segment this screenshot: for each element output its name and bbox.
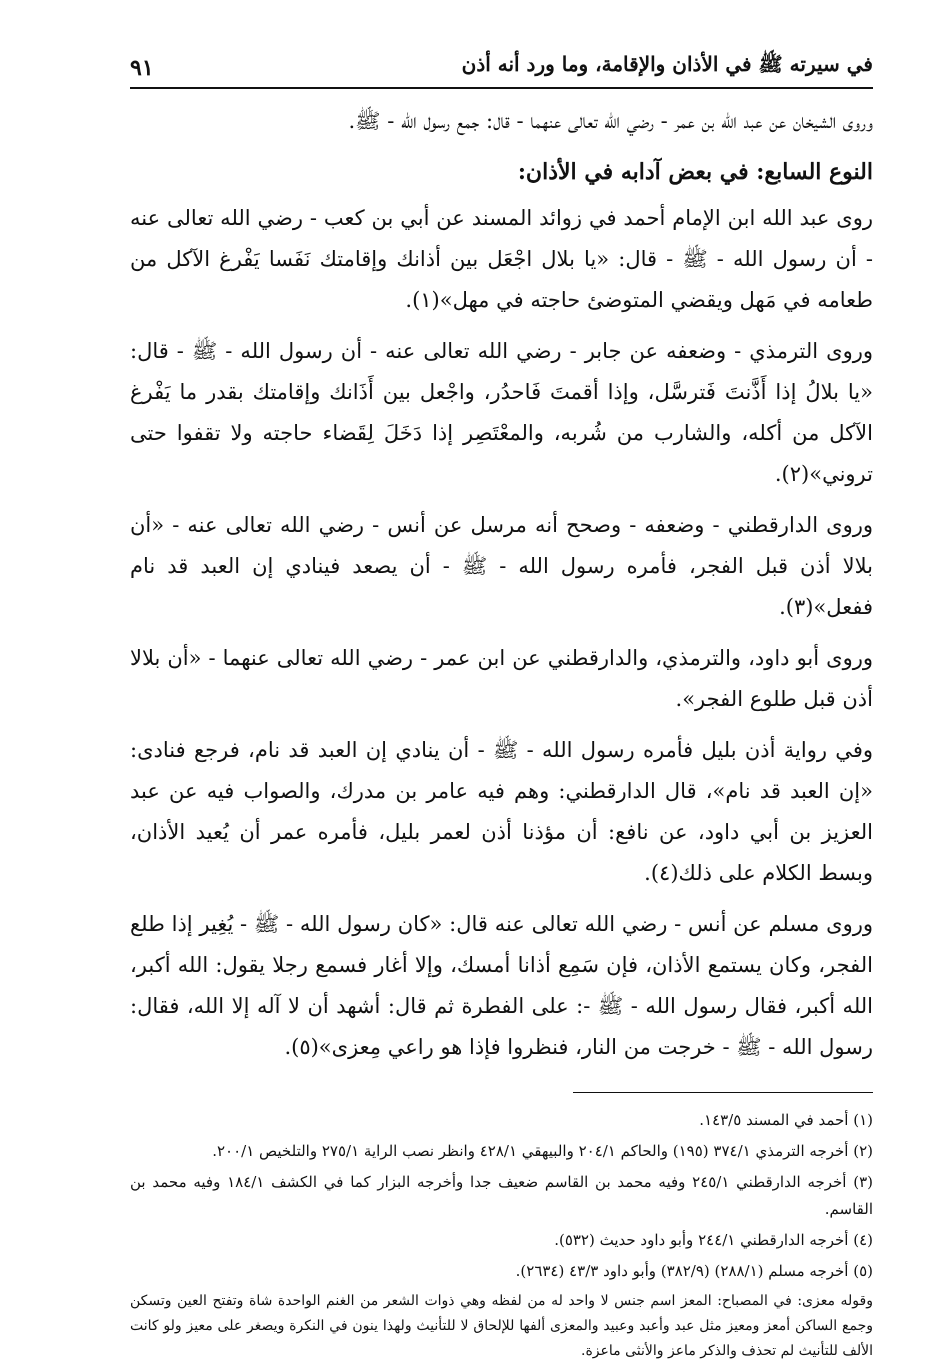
footnote-2: (٢) أخرجه الترمذي ٣٧٤/١ (١٩٥) والحاكم ٢٠٤/١ والبيهقي ٤٢٨/١ وانظر نصب الراية ٢٧٥/١ والتلخيص ٢٠٠/١. <box>212 1142 873 1160</box>
footnote-4: (٤) أخرجه الدارقطني ٢٤٤/١ وأبو داود حديث (٥٣٢). <box>554 1231 873 1249</box>
section-heading: النوع السابع: في بعض آدابه في الأذان: <box>517 159 873 185</box>
paragraph-7: وروى مسلم عن أنس - رضي الله تعالى عنه قال: «كان رسول الله - ﷺ - يُغِير إذا طلع الفجر، وكان يستمع الأذان، فإن سَمِع أذانا أمسك، وإلا أغار فسمع رجلا يقول: الله أكبر، الله أكبر، فقال رسول الله - ﷺ -: على الفطرة ثم قال: أشهد أن لا آله إلا الله، فقال: رسول الله - ﷺ - خرجت من النار، فنظروا فإذا هو راعي مِعزى»(٥). <box>130 912 873 1059</box>
page-number: ٩١ <box>130 55 154 81</box>
header-title: في سيرته ﷺ في الأذان والإقامة، وما ورد أنه أذن <box>461 52 873 76</box>
main-text <box>130 101 873 1068</box>
paragraph-2: روى عبد الله ابن الإمام أحمد في زوائد المسند عن أبي بن كعب - رضي الله تعالى عنه - أن رسول الله - ﷺ - قال: «يا بلال اجْعَل بين أذانك وإقامتك نَفَسا يَفْرغ الآكل من طعامه في مَهل ويقضي المتوضئ حاجته في مهل»(١). <box>130 206 873 312</box>
footnote-5: (٥) أخرجه مسلم (٢٨٨/١) (٣٨٢/٩) وأبو داود ٤٣/٣ (٢٦٣٤). <box>515 1262 873 1280</box>
paragraph-4: وروى الدارقطني - وضعفه - وصحح أنه مرسل عن أنس - رضي الله تعالى عنه - «أن بلالا أذن قبل الفجر، فأمره رسول الله - ﷺ - أن يصعد فينادي إن العبد قد نام ففعل»(٣). <box>130 513 873 619</box>
paragraph-1: وروى الشيخان عن عبد الله بن عمر - رضي الله تعالى عنهما - قال: جمع رسول الله - ﷺ. <box>348 109 873 133</box>
paragraph-3: وروى الترمذي - وضعفه عن جابر - رضي الله تعالى عنه - أن رسول الله - ﷺ - قال: «يا بلالُ إذا أَذَّنتَ فَترسَّل، وإذا أقمتَ فَاحدُر، واجْعل بين أَذَانك وإقامتك بقدر ما يَفْرغ الآكل من أكله، والشارب من شُربه، والمعْتَصِر إذا دَخَلَ لِقَضاء حاجته ولا تقفوا حتى تروني»(٢). <box>130 339 873 486</box>
footnote-note: وقوله معزى: في المصباح: المعز اسم جنس لا واحد له من لفظه وهي ذوات الشعر من الغنم الواحدة شاة وتفتح العين وتسكن وجمع الساكن أمعز ومعيز مثل عبد وأعبد وعبيد والمعزى ألفها للإلحاق لا للتأنيث ولهذا ينون في النكرة ويصغر على معيز ولو كانت الألف للتأنيث لم تحذف والذكر ماعز والأنثى ماعزة. <box>130 1293 873 1359</box>
footnote-divider <box>573 1092 873 1093</box>
footnote-1: (١) أحمد في المسند ١٤٣/٥. <box>699 1111 873 1129</box>
paragraph-6: وفي رواية أذن بليل فأمره رسول الله - ﷺ - أن ينادي إن العبد قد نام، فرجع فنادى: «إن العبد قد نام»، قال الدارقطني: وهم فيه عامر بن مدرك، والصواب فيه عن عبد العزيز بن أبي داود، عن نافع: أن مؤذنا أذن لعمر بليل، فأمره عمر أن يُعيد الأذان، وبسط الكلام على ذلك(٤). <box>130 738 873 885</box>
footnote-3: (٣) أخرجه الدارقطني ٢٤٥/١ وفيه محمد بن القاسم ضعيف جدا وأخرجه البزار كما في الكشف ١٨٤/١ وفيه محمد بن القاسم. <box>130 1173 873 1218</box>
footnotes <box>130 1107 873 1364</box>
running-header <box>130 52 873 89</box>
paragraph-5: وروى أبو داود، والترمذي، والدارقطني عن ابن عمر - رضي الله تعالى عنهما - «أن بلالا أذن قبل طلوع الفجر». <box>130 646 873 711</box>
